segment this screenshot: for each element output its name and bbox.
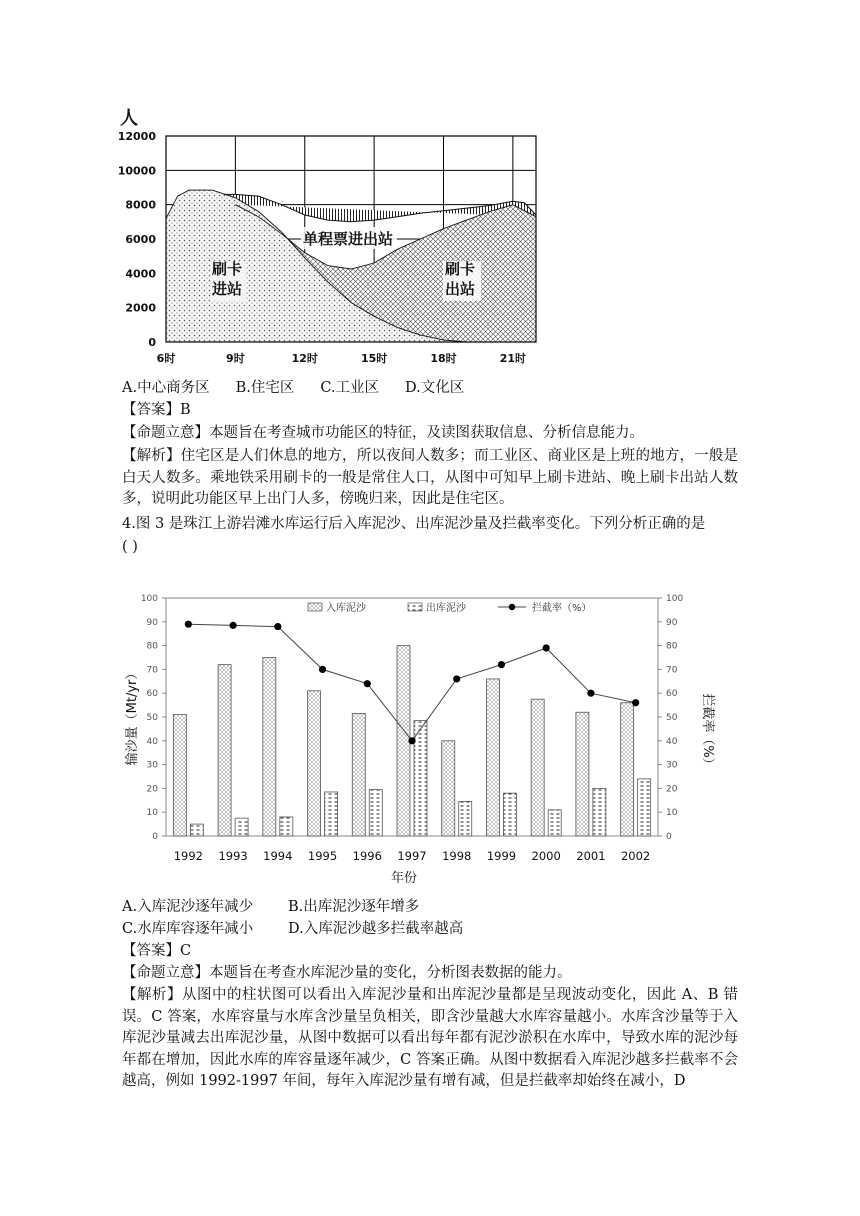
y-tick-label-right: 10 <box>666 808 678 819</box>
rate-point <box>364 680 371 687</box>
y-tick-label: 4000 <box>125 267 156 281</box>
inflow-bar <box>218 665 231 836</box>
y-tick-label-right: 30 <box>666 760 678 771</box>
x-tick-label: 1994 <box>263 849 293 863</box>
y-tick-labels-right <box>666 594 683 842</box>
q4-intent: 【命题立意】本题旨在考查水库泥沙量的变化，分析图表数据的能力。 <box>122 965 572 981</box>
y-tick-labels-left <box>141 594 158 842</box>
y-tick-label-right: 90 <box>666 617 678 628</box>
y-tick-label: 70 <box>146 665 158 676</box>
y-tick-label-right: 70 <box>666 665 678 676</box>
q4-options-row1 <box>122 896 419 918</box>
q4-option-c: C.水库库容逐年减小 <box>122 921 254 937</box>
y-tick-label: 10 <box>146 808 158 819</box>
inflow-bar <box>352 713 365 836</box>
x-tick-label: 1997 <box>397 849 427 863</box>
y-tick-label-right: 0 <box>666 832 672 842</box>
q4-options-row2 <box>122 918 463 940</box>
metro-passenger-chart <box>118 104 548 370</box>
y-tick-label: 12000 <box>118 130 156 143</box>
y-tick-label-right: 40 <box>666 736 678 747</box>
rate-point <box>408 737 415 744</box>
outflow-bar <box>459 801 472 836</box>
x-tick-label: 6时 <box>156 352 176 365</box>
q4-option-d: D.入库泥沙越多拦截率越高 <box>288 921 464 937</box>
y-tick-label: 40 <box>146 736 158 747</box>
rate-point <box>319 666 326 673</box>
rate-point <box>543 644 550 651</box>
q3-option-b: B.住宅区 <box>235 380 295 396</box>
x-tick-label: 1995 <box>307 849 338 863</box>
y-tick-label: 10000 <box>118 164 156 178</box>
q4-option-a: A.入库泥沙逐年减少 <box>122 899 254 915</box>
legend-rate-marker <box>509 604 515 610</box>
card-out-label-2: 出站 <box>445 280 476 298</box>
q4-stem: 4.图 3 是珠江上游岩滩水库运行后入库泥沙、出库泥沙量及拦截率变化。下列分析正确的是 <box>122 516 706 532</box>
x-tick-label: 2002 <box>620 849 651 863</box>
q3-options <box>122 377 464 399</box>
x-tick-label: 1993 <box>218 849 248 863</box>
y-tick-label-right: 100 <box>666 594 684 604</box>
rate-point <box>632 699 639 706</box>
rate-point <box>185 621 192 628</box>
q4-stem-blank: ( ) <box>122 539 138 555</box>
inflow-bar <box>263 658 276 837</box>
rate-point <box>274 623 281 630</box>
y-tick-label-right: 80 <box>666 641 678 652</box>
rate-point <box>498 661 505 668</box>
q4-option-b: B.出库泥沙逐年增多 <box>288 899 420 915</box>
y-tick-label: 2000 <box>125 301 156 315</box>
rate-point <box>587 690 594 697</box>
y-tick-label-right: 50 <box>666 713 678 723</box>
outflow-bar <box>548 810 561 836</box>
y-tick-label: 8000 <box>125 198 156 212</box>
q3-option-a: A.中心商务区 <box>122 380 210 396</box>
sediment-chart <box>118 584 728 892</box>
outflow-bar <box>280 817 293 836</box>
x-tick-label: 2001 <box>576 849 606 863</box>
rate-point <box>229 622 236 629</box>
legend-inflow-swatch <box>308 603 322 611</box>
legend-inflow-label: 入库泥沙 <box>326 603 366 614</box>
y-axis-title-right: 拦截率（%） <box>700 693 715 771</box>
q3-answer: 【答案】B <box>122 402 191 418</box>
y-axis-title-left: 输沙量（Mt/yr） <box>125 666 140 766</box>
legend-outflow-swatch <box>408 603 422 611</box>
y-tick-label: 20 <box>146 784 158 795</box>
y-tick-label-right: 20 <box>666 784 678 795</box>
x-tick-labels <box>174 849 651 863</box>
inflow-bar <box>531 699 544 836</box>
outflow-bar <box>503 793 516 836</box>
card-in-label-2: 进站 <box>212 280 243 298</box>
y-tick-label: 0 <box>152 832 158 842</box>
x-axis-title: 年份 <box>390 871 418 886</box>
outflow-bar <box>325 792 338 836</box>
outflow-bar <box>414 721 427 836</box>
card-in-label-1: 刷卡 <box>212 260 243 278</box>
x-tick-label: 9时 <box>226 352 245 365</box>
outflow-bar <box>190 824 203 836</box>
inflow-bar <box>173 715 186 836</box>
outflow-bar <box>638 779 651 836</box>
legend-outflow-label: 出库泥沙 <box>426 603 466 614</box>
y-tick-label: 6000 <box>125 233 156 246</box>
q3-analysis: 【解析】住宅区是人们休息的地方，所以夜间人数多；而工业区、商业区是上班的地方，一般是白天人数多。乘地铁采用刷卡的一般是常住人口，从图中可知早上刷卡进站、晚上刷卡出站人数多，说明此功能区早上出门人多，傍晚归来，因此是住宅区。 <box>122 448 738 507</box>
y-tick-label: 30 <box>146 760 158 771</box>
single-ticket-label: 单程票进出站 <box>303 230 394 248</box>
inflow-bar <box>308 691 321 836</box>
y-unit-label: 人 <box>120 108 138 129</box>
y-tick-label-right: 60 <box>666 689 678 700</box>
q3-option-d: D.文化区 <box>405 380 465 396</box>
outflow-bar <box>369 790 382 836</box>
x-tick-label: 15时 <box>360 352 388 365</box>
inflow-bar <box>397 646 410 836</box>
x-tick-label: 2000 <box>531 849 561 863</box>
q3-option-c: C.工业区 <box>320 380 380 396</box>
y-tick-label: 80 <box>146 641 158 652</box>
x-tick-label: 1992 <box>173 849 204 863</box>
x-tick-label: 1998 <box>442 849 472 863</box>
x-tick-labels <box>157 351 526 365</box>
q3-intent: 【命题立意】本题旨在考查城市功能区的特征，及读图获取信息、分析信息能力。 <box>122 425 644 441</box>
x-tick-label: 1996 <box>352 849 382 863</box>
card-out-label-1: 刷卡 <box>445 260 476 278</box>
outflow-bar <box>235 818 248 836</box>
y-tick-label: 100 <box>140 594 158 604</box>
x-tick-label: 21时 <box>499 352 527 365</box>
inflow-bar <box>442 741 455 836</box>
y-tick-label: 0 <box>148 336 156 349</box>
y-tick-label: 60 <box>146 689 158 700</box>
outflow-bar <box>593 788 606 836</box>
y-tick-labels <box>118 130 156 349</box>
y-tick-label: 50 <box>146 713 158 723</box>
x-tick-label: 12时 <box>291 352 318 365</box>
y-tick-label: 90 <box>146 617 158 628</box>
legend-rate-label: 拦截率（%） <box>532 603 592 614</box>
inflow-bar <box>621 703 634 836</box>
q4-answer: 【答案】C <box>122 943 192 959</box>
inflow-bar <box>576 712 589 836</box>
x-tick-label: 1999 <box>486 849 517 863</box>
chart-legend <box>308 601 592 614</box>
x-tick-label: 18时 <box>430 352 457 365</box>
rate-point <box>453 675 460 682</box>
inflow-bar <box>486 679 499 836</box>
q4-analysis: 【解析】从图中的柱状图可以看出入库泥沙量和出库泥沙量都是呈现波动变化，因此 A、B 错误。C 答案，水库容量与水库含沙量呈负相关，即含沙量越大水库容量越小。水库含沙量等于入库泥沙量减去出库泥沙量，从图中数据可以看出每年都有泥沙淤积在水库中，导致水库的泥沙每年都在增加，因此水库的库容量逐年减少，C 答案正确。从图中数据看入库泥沙越多拦截率不会越高，例如 1992-1997 年间，每年入库泥沙量有增有减，但是拦截率却始终在减小，D <box>122 987 738 1089</box>
